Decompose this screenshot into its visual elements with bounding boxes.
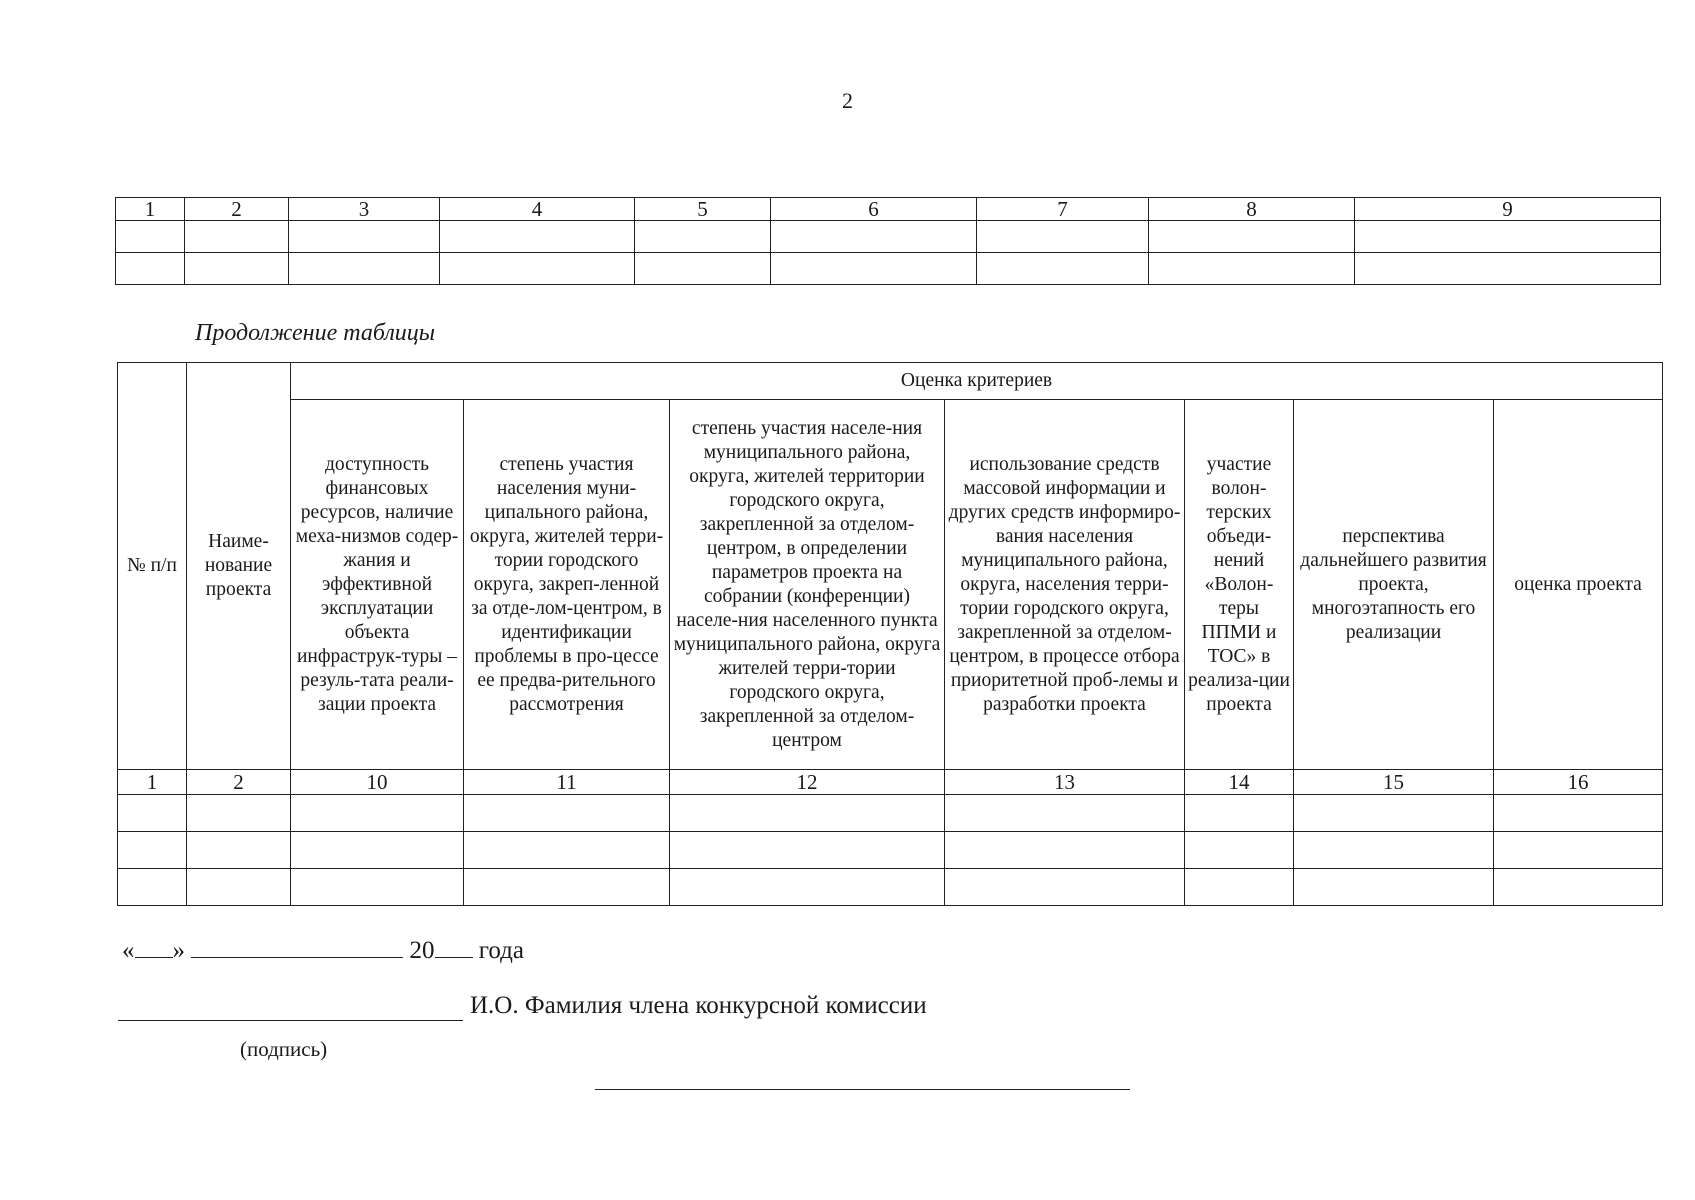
top-table-row: [116, 221, 1661, 253]
table-cell: [118, 832, 187, 869]
table-cell: [289, 221, 440, 253]
bottom-rule: [595, 1089, 1130, 1090]
top-col-number: 3: [289, 198, 440, 221]
year-prefix: 20: [409, 937, 435, 964]
main-col-number: 13: [945, 770, 1185, 795]
table-cell: [1149, 253, 1355, 285]
table-cell: [187, 832, 291, 869]
criteria-group-header: Оценка критериев: [291, 363, 1663, 400]
table-cell: [1294, 832, 1494, 869]
col-name-header: Наиме-нование проекта: [187, 363, 291, 770]
table-cell: [289, 253, 440, 285]
main-col-number: 1: [118, 770, 187, 795]
page-number: 2: [842, 88, 853, 113]
table-cell: [440, 221, 635, 253]
table-cell: [1149, 221, 1355, 253]
table-cell: [187, 869, 291, 906]
criterion-header: участие волон-терских объеди-нений «Волон-теры ППМИ и ТОС» в реализа-ции проекта: [1185, 400, 1294, 770]
year-suffix: года: [478, 937, 524, 964]
day-blank: [135, 935, 173, 958]
table-cell: [1294, 795, 1494, 832]
table-cell: [291, 869, 464, 906]
table-cell: [185, 253, 289, 285]
main-col-number: 16: [1494, 770, 1663, 795]
table-cell: [1355, 221, 1661, 253]
table-cell: [771, 253, 977, 285]
table-cell: [977, 221, 1149, 253]
year-blank: [435, 935, 473, 958]
table-cell: [635, 253, 771, 285]
date-open-quote: «: [122, 937, 135, 964]
criterion-header: доступность финансовых ресурсов, наличие меха-низмов содер-жания и эффективной эксплуатации объекта инфраструк-туры – резуль-тата реали-зации проекта: [291, 400, 464, 770]
table-cell: [977, 253, 1149, 285]
table-cell: [291, 795, 464, 832]
criterion-header: перспектива дальнейшего развития проекта, многоэтапность его реализации: [1294, 400, 1494, 770]
table-cell: [670, 832, 945, 869]
signature-caption: (подпись): [240, 1037, 328, 1061]
top-col-number: 7: [977, 198, 1149, 221]
table-cell: [670, 795, 945, 832]
main-col-number: 10: [291, 770, 464, 795]
table-cell: [1494, 869, 1663, 906]
date-close-quote: »: [172, 937, 185, 964]
top-col-number: 2: [185, 198, 289, 221]
table-cell: [1494, 795, 1663, 832]
table-top: [115, 197, 1661, 285]
table-cell: [945, 869, 1185, 906]
table-cell: [771, 221, 977, 253]
criterion-header: оценка проекта: [1494, 400, 1663, 770]
table-cell: [464, 795, 670, 832]
top-table-number-row: [116, 198, 1661, 221]
top-table-row: [116, 253, 1661, 285]
main-table-row: [118, 832, 1663, 869]
continuation-caption: Продолжение таблицы: [195, 320, 436, 346]
table-cell: [945, 832, 1185, 869]
main-col-number: 2: [187, 770, 291, 795]
month-blank: [191, 935, 403, 958]
criterion-header: степень участия населения муни-ципального района, округа, жителей терри-тории городского округа, закреп-ленной за отде-лом-центром, в идентификации проблемы в про-цессе ее предва-рительного рассмотрения: [464, 400, 670, 770]
table-cell: [1185, 795, 1294, 832]
main-col-number: 15: [1294, 770, 1494, 795]
table-main: [117, 362, 1663, 906]
table-cell: [464, 869, 670, 906]
table-cell: [440, 253, 635, 285]
main-col-number: 11: [464, 770, 670, 795]
table-cell: [187, 795, 291, 832]
main-table-row: [118, 795, 1663, 832]
top-col-number: 4: [440, 198, 635, 221]
date-line: [122, 935, 524, 965]
top-col-number: 6: [771, 198, 977, 221]
criterion-header: степень участия населе-ния муниципального района, округа, жителей территории городского округа, закрепленной за отделом-центром, в определении параметров проекта на собрании (конференции) населе-ния населенного пункта муниципального района, округа жителей терри-тории городского округа, закрепленной за отделом-центром: [670, 400, 945, 770]
table-cell: [291, 832, 464, 869]
table-cell: [185, 221, 289, 253]
criterion-header: использование средств массовой информации и других средств информиро-вания населения муниципального района, округа, населения терри-тории городского округа, закрепленной за отделом-центром, в процессе отбора приоритетной проб-лемы и разработки проекта: [945, 400, 1185, 770]
table-cell: [116, 253, 185, 285]
top-col-number: 9: [1355, 198, 1661, 221]
signature-line: [118, 1020, 463, 1021]
table-cell: [1185, 869, 1294, 906]
main-table-number-row: [118, 770, 1663, 795]
table-cell: [670, 869, 945, 906]
table-cell: [118, 795, 187, 832]
table-cell: [1355, 253, 1661, 285]
table-cell: [945, 795, 1185, 832]
main-col-number: 12: [670, 770, 945, 795]
main-table-row: [118, 869, 1663, 906]
table-cell: [1494, 832, 1663, 869]
table-cell: [1294, 869, 1494, 906]
header-row-2: [118, 400, 1663, 770]
table-cell: [118, 869, 187, 906]
header-row-1: [118, 363, 1663, 400]
top-col-number: 1: [116, 198, 185, 221]
table-cell: [635, 221, 771, 253]
main-col-number: 14: [1185, 770, 1294, 795]
col-no-header: № п/п: [118, 363, 187, 770]
top-col-number: 5: [635, 198, 771, 221]
top-col-number: 8: [1149, 198, 1355, 221]
signer-name: И.О. Фамилия члена конкурсной комиссии: [470, 992, 927, 1019]
table-cell: [1185, 832, 1294, 869]
table-cell: [116, 221, 185, 253]
table-cell: [464, 832, 670, 869]
